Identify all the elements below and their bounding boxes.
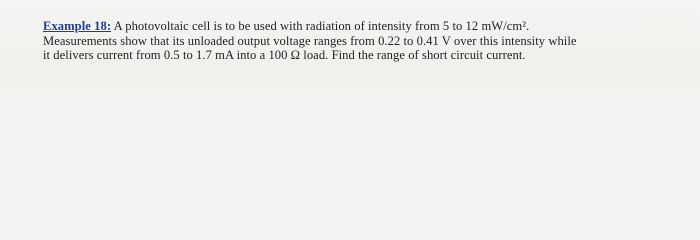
problem-line-1 <box>43 19 683 34</box>
example-problem-paragraph <box>43 19 683 63</box>
problem-line-2: Measurements show that its unloaded output voltage ranges from 0.22 to 0.41 V over this intensity while <box>43 33 577 48</box>
example-label: Example 18: <box>43 19 112 33</box>
problem-line-1-text: A photovoltaic cell is to be used with radiation of intensity from 5 to 12 mW/cm². <box>111 19 530 33</box>
problem-line-3: it delivers current from 0.5 to 1.7 mA into a 100 Ω load. Find the range of short circuit current. <box>43 48 526 63</box>
document-page <box>0 0 700 86</box>
